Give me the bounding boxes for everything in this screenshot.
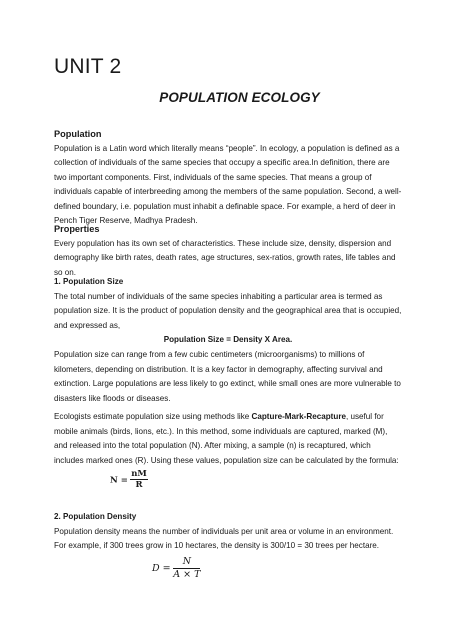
density-eq-numerator: N: [173, 556, 200, 569]
capture-recapture-text-pre: Ecologists estimate population size using methods like: [54, 412, 252, 421]
population-size-section: [54, 275, 402, 348]
properties-section: [54, 222, 402, 280]
population-density-section: [54, 510, 402, 554]
capture-recapture-text-post: , useful for mobile animals (birds, lions, etc.). In this method, some individuals are captured, marked (M), and released into the total population (N). After mixing, a sample (n) is recaptured, which includes marked ones (R). Using these values, population size can be calculated by the formula:: [54, 412, 399, 465]
capture-mark-recapture-term: Capture-Mark-Recapture: [251, 412, 346, 421]
population-section: [54, 127, 402, 229]
lincoln-index-equation: [110, 470, 148, 490]
capture-recapture-block: [54, 410, 402, 468]
population-paragraph: Population is a Latin word which literally means “people”. In ecology, a population is defined as a collection of individuals of the same species that occupy a specific area.In definition, there are two important components. First, individuals of the same species. That means a group of individuals capable of interbreeding among the members of the same population. Second, a well-defined boundary, i.e. population must inhabit a definable space. For example, a herd of deer in Pench Tiger Reserve, Madhya Pradesh.: [54, 143, 402, 225]
density-equation: [152, 556, 200, 581]
population-size-formula: Population Size = Density X Area.: [163, 335, 293, 344]
population-size-paragraph: The total number of individuals of the same species inhabiting a particular area is termed as population size. It is the product of population density and the geographical area that is occupied, and expressed as,: [54, 291, 402, 330]
population-density-heading: 2. Population Density: [54, 512, 137, 521]
lincoln-eq-denominator: R: [135, 480, 143, 490]
population-size-heading: 1. Population Size: [54, 277, 124, 286]
population-size-range-paragraph: Population size can range from a few cubic centimeters (microorganisms) to millions of kilometers, depending on distribution. It is a key factor in demography, affecting survival and extinction. Large populations are less likely to go extinct, while small ones are more vulnerable to disasters like floods or diseases.: [54, 350, 401, 403]
lincoln-eq-fraction: [130, 470, 148, 490]
density-eq-lhs: D =: [152, 563, 171, 575]
unit-heading: UNIT 2: [54, 55, 122, 78]
properties-heading: Properties: [54, 224, 100, 234]
density-eq-denominator: A × T: [173, 569, 201, 580]
properties-paragraph: Every population has its own set of characteristics. These include size, density, dispersion and demography like birth rates, death rates, age structures, sex-ratios, growth rates, life tables and so on.: [54, 238, 396, 277]
lincoln-eq-numerator: nM: [131, 469, 147, 479]
lincoln-eq-lhs: N =: [110, 475, 128, 486]
population-size-range-paragraph-block: [54, 348, 402, 406]
population-heading: Population: [54, 129, 102, 139]
capture-recapture-paragraph: [54, 410, 402, 468]
chapter-title: POPULATION ECOLOGY: [159, 90, 320, 105]
density-eq-fraction: [173, 556, 200, 581]
population-density-paragraph: Population density means the number of individuals per unit area or volume in an environment. For example, if 300 trees grow in 10 hectares, the density is 300/10 = 30 trees per hectare.: [54, 526, 394, 550]
